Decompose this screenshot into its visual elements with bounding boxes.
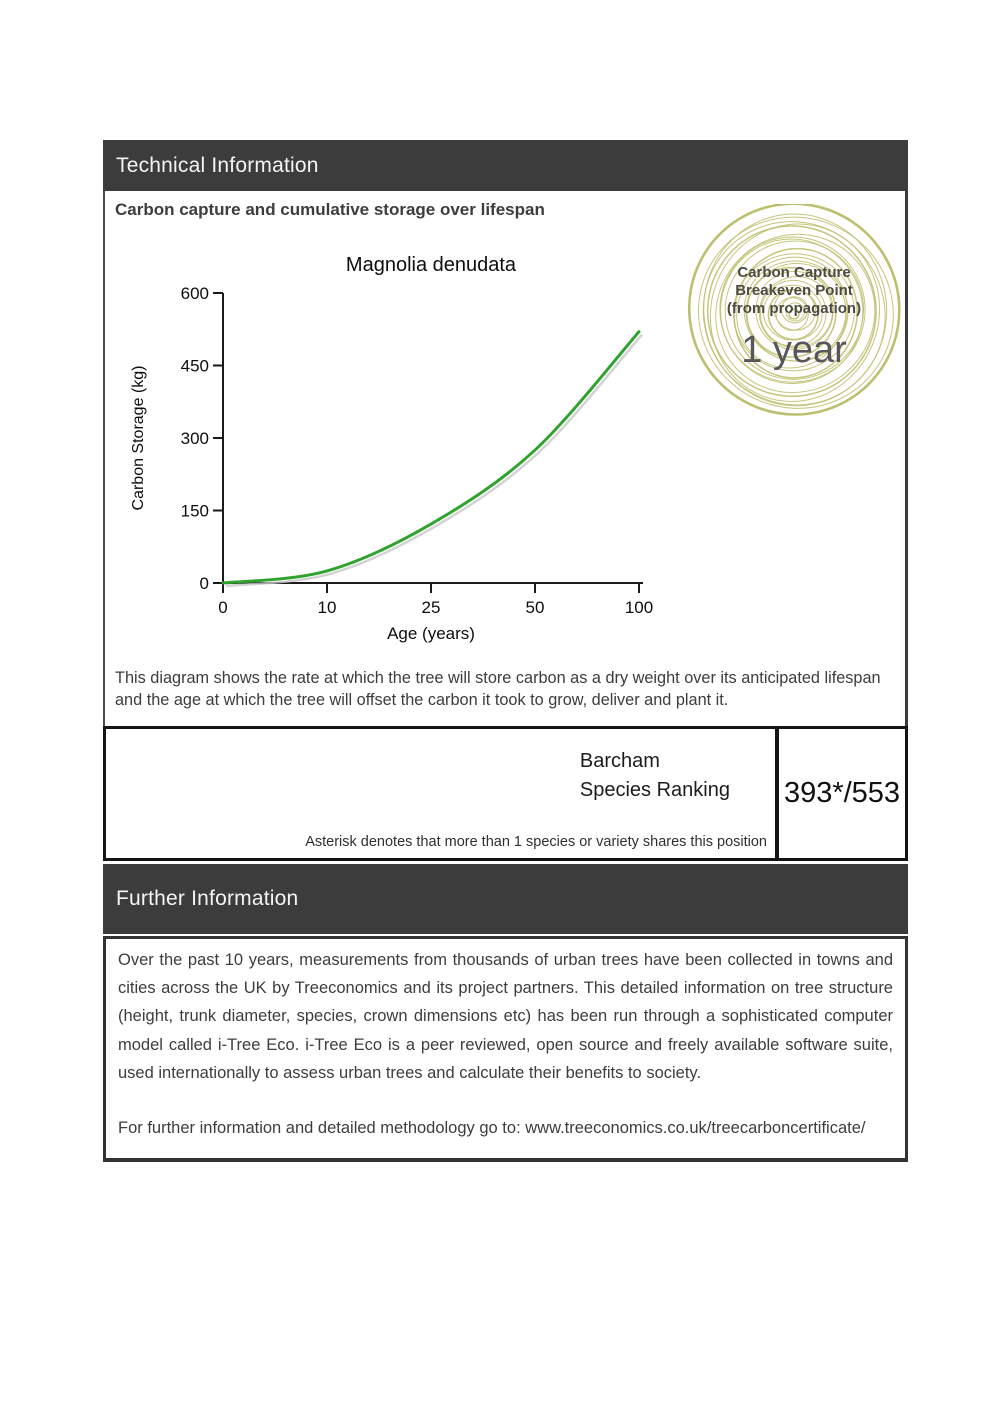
further-information-paragraph: Over the past 10 years, measurements from thousands of urban trees have been collected in towns and cities across the UK by Treeconomics and its project partners. This detailed information on tree structure (height, trunk diameter, species, crown dimensions etc) has been run through a sophisticated computer model called i-Tree Eco. i-Tree Eco is a peer reviewed, open source and freely available software suite, used internationally to assess urban trees and calculate their benefits to society.	[118, 951, 893, 1082]
y-tick-label: 0	[199, 574, 209, 593]
y-tick-label: 600	[180, 284, 209, 303]
further-information-title: Further Information	[116, 887, 299, 910]
species-ranking-box	[103, 726, 908, 861]
further-information-box	[103, 936, 908, 1162]
chart-plot-area	[181, 284, 654, 617]
y-tick-label: 300	[180, 429, 209, 448]
further-information-header	[103, 864, 908, 934]
chart-section-heading: Carbon capture and cumulative storage over lifespan	[115, 200, 545, 219]
species-ranking-value-cell	[775, 729, 905, 858]
breakeven-badge	[686, 204, 902, 420]
x-tick-label: 25	[421, 598, 441, 617]
ranking-label-line2: Species Ranking	[579, 779, 730, 801]
x-tick-label: 0	[218, 598, 228, 617]
carbon-storage-curve	[223, 332, 639, 583]
technical-information-title: Technical Information	[116, 153, 319, 177]
x-tick-label: 100	[624, 598, 654, 617]
species-ranking-label	[580, 747, 730, 805]
x-tick-label: 10	[317, 598, 337, 617]
y-tick-label: 150	[180, 501, 209, 521]
technical-information-header	[103, 140, 908, 191]
chart-section	[103, 191, 908, 726]
methodology-link-text: For further information and detailed methodology go to: www.treeconomics.co.uk/treecarboncertificate/	[118, 1119, 866, 1138]
carbon-storage-chart	[105, 245, 665, 660]
chart-x-axis-label: Age (years)	[387, 624, 475, 643]
chart-y-axis-label: Carbon Storage (kg)	[130, 365, 147, 511]
badge-breakeven-value: 1 year	[741, 329, 847, 371]
badge-label-line3: (from propagation)	[726, 300, 862, 317]
asterisk-note: Asterisk denotes that more than 1 species or variety shares this position	[305, 834, 767, 850]
ranking-label-line1: Barcham	[579, 750, 660, 772]
species-ranking-left-cell	[106, 729, 775, 858]
curve-shadow	[226, 335, 642, 586]
y-tick-label: 450	[180, 356, 209, 376]
x-tick-label: 50	[525, 598, 545, 617]
species-ranking-value: 393*/553	[783, 777, 901, 809]
chart-title: Magnolia denudata	[345, 254, 517, 276]
badge-label-line2: Breakeven Point	[735, 282, 853, 299]
badge-label-line1: Carbon Capture	[737, 264, 851, 281]
chart-description: This diagram shows the rate at which the tree will store carbon as a dry weight over its anticipated lifespan and the age at which the tree will offset the carbon it took to grow, deliver and plant it.	[115, 669, 881, 709]
